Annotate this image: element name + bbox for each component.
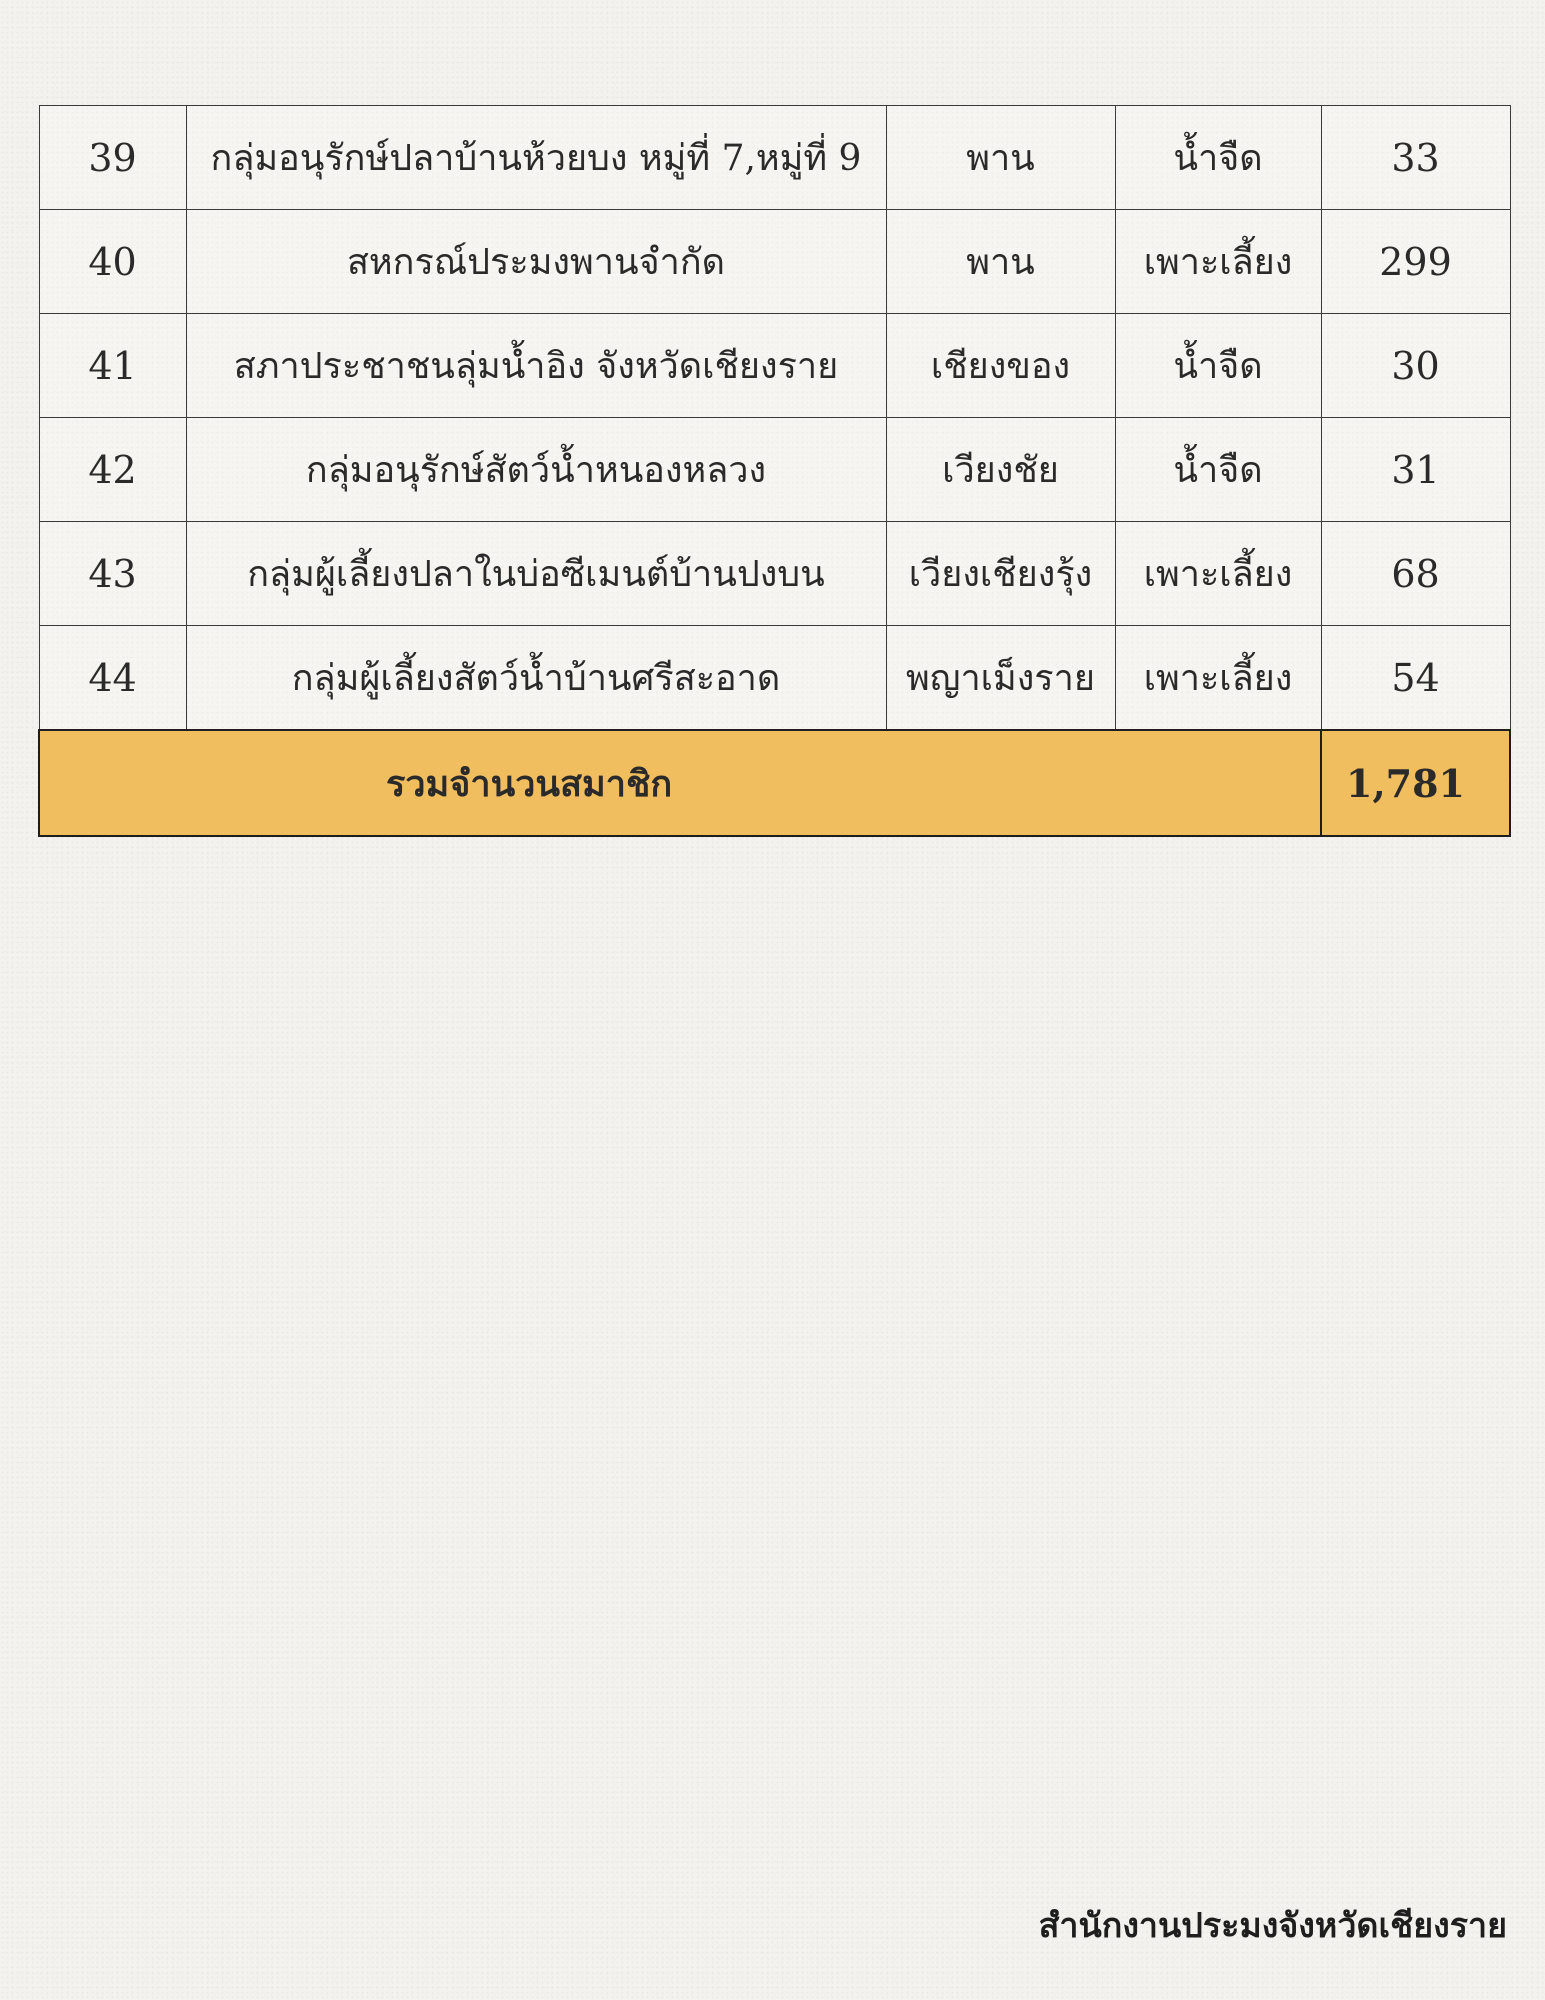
district: เวียงชัย [886, 418, 1115, 522]
row-number: 42 [39, 418, 186, 522]
member-count: 68 [1321, 522, 1510, 626]
fishery-type: น้ำจืด [1115, 106, 1321, 210]
district: พาน [886, 106, 1115, 210]
group-name: กลุ่มผู้เลี้ยงสัตว์น้ำบ้านศรีสะอาด [186, 626, 886, 731]
total-value: 1,781 [1321, 730, 1510, 836]
member-count: 54 [1321, 626, 1510, 731]
district: พญาเม็งราย [886, 626, 1115, 731]
district: พาน [886, 210, 1115, 314]
fishery-type: เพาะเลี้ยง [1115, 210, 1321, 314]
member-count: 31 [1321, 418, 1510, 522]
table-row [39, 418, 1510, 522]
footer-office-name: สำนักงานประมงจังหวัดเชียงราย [1038, 1906, 1507, 1946]
district: เวียงเชียงรุ้ง [886, 522, 1115, 626]
fishery-type: เพาะเลี้ยง [1115, 522, 1321, 626]
members-table-body [39, 106, 1510, 837]
member-count: 299 [1321, 210, 1510, 314]
fishery-type: น้ำจืด [1115, 418, 1321, 522]
group-name: สหกรณ์ประมงพานจำกัด [186, 210, 886, 314]
table-row [39, 314, 1510, 418]
row-number: 43 [39, 522, 186, 626]
fishery-type: เพาะเลี้ยง [1115, 626, 1321, 731]
table-row [39, 210, 1510, 314]
member-count: 30 [1321, 314, 1510, 418]
group-name: กลุ่มอนุรักษ์ปลาบ้านห้วยบง หมู่ที่ 7,หมู่ที่ 9 [186, 106, 886, 210]
group-name: กลุ่มผู้เลี้ยงปลาในบ่อซีเมนต์บ้านปงบน [186, 522, 886, 626]
group-name: สภาประชาชนลุ่มน้ำอิง จังหวัดเชียงราย [186, 314, 886, 418]
table-row [39, 522, 1510, 626]
row-number: 41 [39, 314, 186, 418]
members-table [38, 105, 1511, 837]
table-row [39, 106, 1510, 210]
total-label: รวมจำนวนสมาชิก [39, 730, 1321, 836]
table-row [39, 626, 1510, 731]
row-number: 44 [39, 626, 186, 731]
member-count: 33 [1321, 106, 1510, 210]
district: เชียงของ [886, 314, 1115, 418]
row-number: 39 [39, 106, 186, 210]
total-row [39, 730, 1510, 836]
fishery-type: น้ำจืด [1115, 314, 1321, 418]
row-number: 40 [39, 210, 186, 314]
group-name: กลุ่มอนุรักษ์สัตว์น้ำหนองหลวง [186, 418, 886, 522]
